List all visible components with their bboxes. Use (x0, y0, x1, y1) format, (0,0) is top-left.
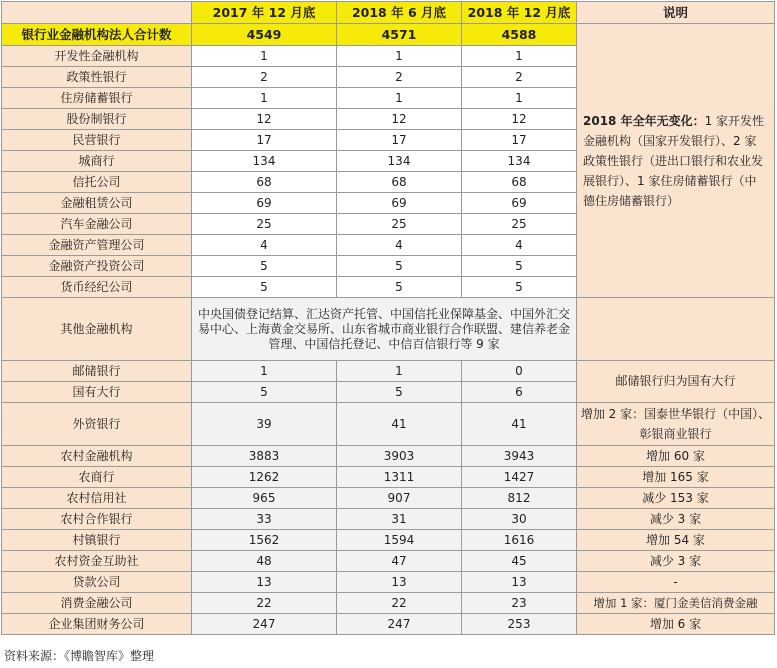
cell-2017-12: 1 (192, 361, 337, 382)
cell-2018-6: 68 (337, 172, 462, 193)
header-row (2, 2, 775, 24)
cell-2017-12: 3883 (192, 446, 337, 467)
row-name: 邮储银行 (2, 361, 192, 382)
row-name: 农村合作银行 (2, 509, 192, 530)
cell-2018-6: 2 (337, 67, 462, 88)
cell-2018-12: 23 (462, 593, 577, 614)
row-name: 金融资产投资公司 (2, 256, 192, 277)
note-postal: 邮储银行归为国有大行 (577, 361, 775, 403)
source-note: 资料来源：《博瞻智库》整理 (4, 649, 155, 663)
cell-2018-12: 68 (462, 172, 577, 193)
row-name: 信托公司 (2, 172, 192, 193)
cell-2017-12: 33 (192, 509, 337, 530)
cell-2018-6: 41 (337, 403, 462, 446)
cell-2018-6: 3903 (337, 446, 462, 467)
row-note: 增加 54 家 (577, 530, 775, 551)
row-note: 减少 3 家 (577, 551, 775, 572)
note-empty (577, 298, 775, 361)
cell-2018-12: 1427 (462, 467, 577, 488)
cell-2018-12: 12 (462, 109, 577, 130)
table-row (2, 614, 775, 635)
table-row (2, 361, 775, 382)
cell-2017-12: 2 (192, 67, 337, 88)
row-name: 消费金融公司 (2, 593, 192, 614)
cell-2018-6: 907 (337, 488, 462, 509)
cell-2017-12: 1 (192, 88, 337, 109)
cell-2018-12: 1616 (462, 530, 577, 551)
cell-2018-6: 1 (337, 88, 462, 109)
note-foreign: 增加 2 家：国泰世华银行（中国）、彰银商业银行 (577, 403, 775, 446)
cell-2018-12: 5 (462, 277, 577, 298)
cell-2017-12: 39 (192, 403, 337, 446)
cell-2017-12: 25 (192, 214, 337, 235)
cell-2017-12: 247 (192, 614, 337, 635)
cell-2018-6: 1311 (337, 467, 462, 488)
other-institutions-text: 中央国债登记结算、汇达资产托管、中国信托业保障基金、中国外汇交易中心、上海黄金交易所、山东省城市商业银行合作联盟、建信养老金管理、中国信托登记、中信百信银行等 9 家 (192, 298, 577, 361)
cell-2018-6: 25 (337, 214, 462, 235)
table-row (2, 572, 775, 593)
row-note: 增加 1 家：厦门金美信消费金融 (577, 593, 775, 614)
cell-2018-6: 1 (337, 46, 462, 67)
cell-2018-12: 134 (462, 151, 577, 172)
header-2018-6: 2018 年 6 月底 (337, 2, 462, 24)
cell-2017-12: 1262 (192, 467, 337, 488)
cell-2017-12: 48 (192, 551, 337, 572)
cell-2018-6: 31 (337, 509, 462, 530)
cell-2018-12: 2 (462, 67, 577, 88)
note-unchanged-lead: 2018 年全年无变化： (583, 113, 705, 128)
cell-2017-12: 5 (192, 256, 337, 277)
table-row (2, 551, 775, 572)
table-row-other (2, 298, 775, 361)
table-row (2, 593, 775, 614)
cell-2018-12: 6 (462, 382, 577, 403)
row-name: 民营银行 (2, 130, 192, 151)
cell-2018-12: 41 (462, 403, 577, 446)
table-row (2, 530, 775, 551)
row-name: 国有大行 (2, 382, 192, 403)
row-name: 农村信用社 (2, 488, 192, 509)
row-note: 增加 60 家 (577, 446, 775, 467)
total-2018-12: 4588 (462, 24, 577, 46)
header-2017-12: 2017 年 12 月底 (192, 2, 337, 24)
cell-2018-6: 5 (337, 382, 462, 403)
total-2018-6: 4571 (337, 24, 462, 46)
cell-2017-12: 1 (192, 46, 337, 67)
cell-2018-12: 13 (462, 572, 577, 593)
row-name: 农商行 (2, 467, 192, 488)
row-note: 减少 153 家 (577, 488, 775, 509)
row-name: 金融租赁公司 (2, 193, 192, 214)
row-name: 金融资产管理公司 (2, 235, 192, 256)
cell-2017-12: 68 (192, 172, 337, 193)
row-name: 开发性金融机构 (2, 46, 192, 67)
cell-2018-12: 1 (462, 88, 577, 109)
cell-2018-12: 1 (462, 46, 577, 67)
cell-2018-12: 17 (462, 130, 577, 151)
total-label: 银行业金融机构法人合计数 (2, 24, 192, 46)
cell-2018-6: 13 (337, 572, 462, 593)
table-row (2, 446, 775, 467)
cell-2018-12: 3943 (462, 446, 577, 467)
row-note: 增加 165 家 (577, 467, 775, 488)
cell-2018-6: 17 (337, 130, 462, 151)
cell-2017-12: 69 (192, 193, 337, 214)
row-name: 外资银行 (2, 403, 192, 446)
cell-2017-12: 13 (192, 572, 337, 593)
row-note: 减少 3 家 (577, 509, 775, 530)
row-name: 其他金融机构 (2, 298, 192, 361)
cell-2018-12: 0 (462, 361, 577, 382)
cell-2018-6: 5 (337, 256, 462, 277)
cell-2017-12: 965 (192, 488, 337, 509)
row-name: 农村金融机构 (2, 446, 192, 467)
cell-2018-6: 69 (337, 193, 462, 214)
table-row (2, 488, 775, 509)
cell-2018-6: 47 (337, 551, 462, 572)
row-note: 增加 6 家 (577, 614, 775, 635)
row-name: 股份制银行 (2, 109, 192, 130)
cell-2017-12: 22 (192, 593, 337, 614)
cell-2017-12: 5 (192, 277, 337, 298)
note-unchanged-body: 1 家开发性金融机构（国家开发银行）、2 家政策性银行（进出口银行和农业发展银行）、1 家住房储蓄银行（中德住房储蓄银行） (583, 113, 765, 208)
cell-2018-12: 253 (462, 614, 577, 635)
cell-2018-12: 45 (462, 551, 577, 572)
cell-2018-6: 5 (337, 277, 462, 298)
cell-2017-12: 5 (192, 382, 337, 403)
cell-2018-6: 4 (337, 235, 462, 256)
cell-2018-12: 4 (462, 235, 577, 256)
cell-2017-12: 4 (192, 235, 337, 256)
row-name: 住房储蓄银行 (2, 88, 192, 109)
cell-2018-6: 22 (337, 593, 462, 614)
row-name: 政策性银行 (2, 67, 192, 88)
cell-2018-6: 1 (337, 361, 462, 382)
cell-2018-6: 247 (337, 614, 462, 635)
total-row (2, 24, 775, 46)
row-name: 村镇银行 (2, 530, 192, 551)
row-name: 贷款公司 (2, 572, 192, 593)
row-name: 城商行 (2, 151, 192, 172)
cell-2017-12: 134 (192, 151, 337, 172)
cell-2017-12: 17 (192, 130, 337, 151)
row-name: 货币经纪公司 (2, 277, 192, 298)
row-name: 农村资金互助社 (2, 551, 192, 572)
row-name: 汽车金融公司 (2, 214, 192, 235)
header-note: 说明 (577, 2, 775, 24)
cell-2017-12: 1562 (192, 530, 337, 551)
row-name: 企业集团财务公司 (2, 614, 192, 635)
header-2018-12: 2018 年 12 月底 (462, 2, 577, 24)
institutions-table (1, 1, 775, 635)
cell-2018-6: 1594 (337, 530, 462, 551)
cell-2018-12: 30 (462, 509, 577, 530)
cell-2018-6: 134 (337, 151, 462, 172)
cell-2017-12: 12 (192, 109, 337, 130)
cell-2018-12: 25 (462, 214, 577, 235)
cell-2018-6: 12 (337, 109, 462, 130)
header-blank-cell (2, 2, 192, 24)
table-row (2, 403, 775, 446)
cell-2018-12: 69 (462, 193, 577, 214)
table-row (2, 509, 775, 530)
note-unchanged-2018 (577, 24, 775, 298)
cell-2018-12: 5 (462, 256, 577, 277)
table-row (2, 467, 775, 488)
row-note: - (577, 572, 775, 593)
total-2017-12: 4549 (192, 24, 337, 46)
cell-2018-12: 812 (462, 488, 577, 509)
